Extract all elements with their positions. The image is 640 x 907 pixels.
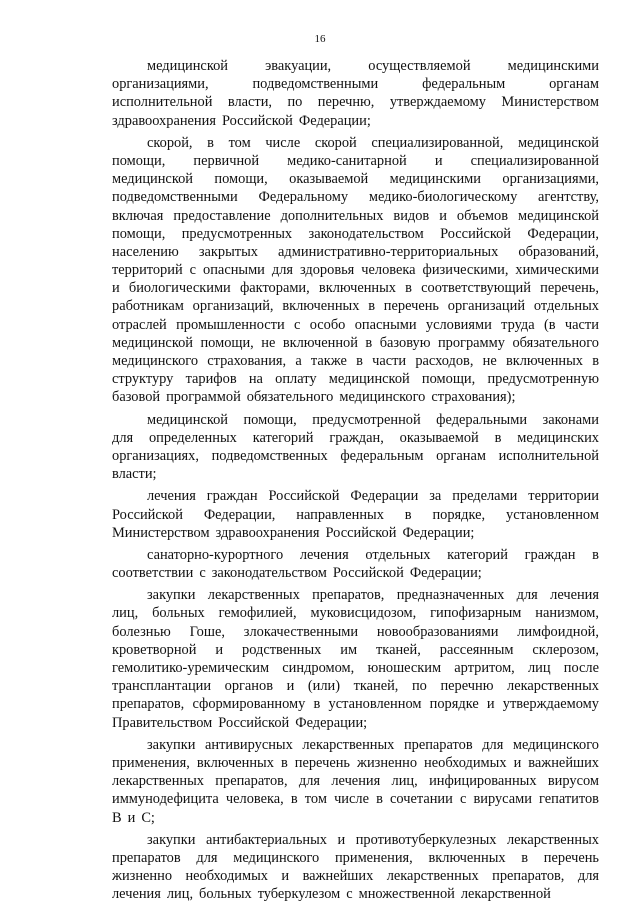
text-line: власти; <box>112 466 157 483</box>
text-line: организациях, подведомственных федеральным органам исполнительной <box>112 447 599 464</box>
paragraph <box>112 411 599 484</box>
text-line: исполнительной власти, по перечню, утверждаемому Министерством <box>112 94 599 111</box>
text-line: соответствии с законодательством Российской Федерации; <box>112 565 482 582</box>
text-line: применения, включенных в перечень жизненно необходимых и важнейших <box>112 754 599 771</box>
text-line: закупки антивирусных лекарственных препаратов для медицинского <box>147 736 599 753</box>
text-line: кроветворной и родственных им тканей, рассеянным склерозом, <box>112 641 599 658</box>
text-line: отраслей промышленности с особо опасными условиями труда (в части <box>112 316 599 333</box>
text-line: медицинского страхования, а также в части расходов, не включенных в <box>112 353 599 369</box>
text-line: лиц, больных гемофилией, муковисцидозом, гипофизарным нанизмом, <box>112 605 599 622</box>
text-line: организациями, подведомственными федеральным органам <box>112 76 599 93</box>
text-line: препаратов, сформированному в установленном порядке и утверждаемому <box>112 696 599 713</box>
paragraph <box>112 736 599 827</box>
text-line: медицинской помощи, предусмотренной федеральными законами <box>147 411 599 428</box>
text-line: медицинской помощи, оказываемой медицинскими организациями, <box>112 171 599 188</box>
text-line: подведомственными Федеральному медико-биологическому агентству, <box>112 189 599 206</box>
text-line: помощи, первичной медико-санитарной и специализированной <box>112 152 599 169</box>
paragraph <box>112 487 599 542</box>
text-line: жизненно необходимых и важнейших лекарственных препаратов, для <box>112 868 599 885</box>
paragraph <box>112 57 599 130</box>
page-number: 16 <box>314 33 326 45</box>
text-line: санаторно-курортного лечения отдельных категорий граждан в <box>147 546 599 563</box>
text-line: Российской Федерации, направленных в порядке, установленном <box>112 506 599 523</box>
text-line: закупки лекарственных препаратов, предназначенных для лечения <box>147 587 599 604</box>
text-line: медицинской помощи, не включенной в базовую программу обязательного <box>112 334 599 351</box>
text-line: включая предоставление дополнительных видов и объемов медицинской <box>112 207 599 224</box>
paragraph <box>112 831 599 904</box>
text-line: работникам организаций, включенных в перечень организаций отдельных <box>112 298 599 315</box>
text-line: скорой, в том числе скорой специализированной, медицинской <box>147 134 599 151</box>
text-line: структуру тарифов на оплату медицинской помощи, предусмотренную <box>112 371 599 388</box>
text-line: для определенных категорий граждан, оказываемой в медицинских <box>112 429 599 446</box>
text-line: иммунодефицита человека, в том числе в сочетании с вирусами гепатитов <box>112 791 599 808</box>
text-line: Министерством здравоохранения Российской Федерации; <box>112 524 475 541</box>
paragraph <box>112 546 599 582</box>
text-line: гемолитико-уремическим синдромом, юношеским артритом, лиц после <box>112 660 599 676</box>
text-line: лечения лиц, больных туберкулезом с множественной лекарственной <box>112 886 551 903</box>
paragraph <box>112 586 599 732</box>
text-line: и биологическими факторами, включенных в соответствующий перечень, <box>112 280 599 297</box>
text-line: помощи, предусмотренных законодательством Российской Федерации, <box>112 225 599 242</box>
text-line: лечения граждан Российской Федерации за пределами территории <box>147 488 599 505</box>
text-line: базовой программой обязательного медицинского страхования); <box>112 389 516 406</box>
document-body <box>112 57 599 907</box>
text-line: территорий с опасными для здоровья человека физическими, химическими <box>112 262 599 279</box>
text-line: трансплантации органов и (или) тканей, по перечню лекарственных <box>112 678 599 695</box>
text-line: лекарственных препаратов, для лечения лиц, инфицированных вирусом <box>112 773 599 790</box>
text-line: медицинской эвакуации, осуществляемой медицинскими <box>147 58 599 74</box>
text-line: здравоохранения Российской Федерации; <box>112 112 371 129</box>
text-line: препаратов для медицинского применения, включенных в перечень <box>112 849 599 866</box>
text-line: населению закрытых административно-территориальных образований, <box>112 243 599 260</box>
paragraph <box>112 134 599 407</box>
text-line: закупки антибактериальных и противотуберкулезных лекарственных <box>147 831 599 848</box>
text-line: B и C; <box>112 809 155 826</box>
text-line: болезнью Гоше, злокачественными новообразованиями лимфоидной, <box>112 623 599 640</box>
text-line: Правительством Российской Федерации; <box>112 714 368 731</box>
